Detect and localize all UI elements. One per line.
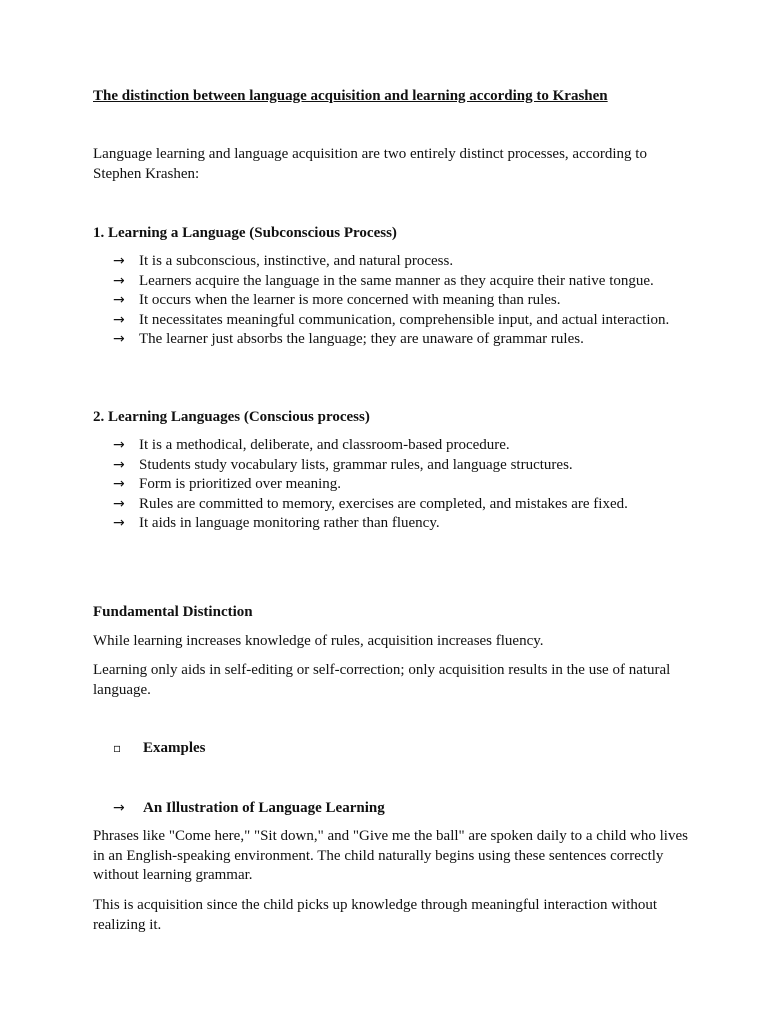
section1-heading: 1. Learning a Language (Subconscious Process) <box>93 225 397 241</box>
list-item: → Form is prioritized over meaning. <box>113 475 688 495</box>
list-item: → It necessitates meaningful communication, comprehensible input, and actual interaction. <box>113 311 688 331</box>
list-item: → Students study vocabulary lists, grammar rules, and language structures. <box>113 456 688 476</box>
list-item: → The learner just absorbs the language; they are unaware of grammar rules. <box>113 330 688 350</box>
document-title: The distinction between language acquisition and learning according to Krashen <box>93 88 608 104</box>
arrow-icon: → <box>113 292 125 308</box>
arrow-icon: → <box>113 495 125 512</box>
fundamental-paragraph-1: While learning increases knowledge of rules, acquisition increases fluency. <box>93 633 544 649</box>
section2-heading: 2. Learning Languages (Conscious process) <box>93 409 370 425</box>
fundamental-paragraph-2: Learning only aids in self-editing or self-correction; only acquisition results in the use of natural language. <box>93 662 671 698</box>
illustration-heading: → An Illustration of Language Learning <box>113 799 385 819</box>
list-item: → It occurs when the learner is more concerned with meaning than rules. <box>113 291 688 311</box>
arrow-icon: → <box>113 331 125 347</box>
arrow-icon: → <box>113 253 125 269</box>
list-item: → It is a subconscious, instinctive, and natural process. <box>113 252 688 272</box>
fundamental-heading: Fundamental Distinction <box>93 604 253 620</box>
arrow-icon: → <box>113 800 125 816</box>
section2-list <box>113 436 688 534</box>
examples-heading: ▫ Examples <box>113 739 206 759</box>
list-item: → Rules are committed to memory, exercises are completed, and mistakes are fixed. <box>113 495 688 515</box>
arrow-icon: → <box>113 272 125 289</box>
arrow-icon: → <box>113 456 125 473</box>
list-item: → It aids in language monitoring rather than fluency. <box>113 514 688 534</box>
arrow-icon: → <box>113 476 125 492</box>
list-item: → Learners acquire the language in the same manner as they acquire their native tongue. <box>113 272 688 292</box>
intro-paragraph: Language learning and language acquisition are two entirely distinct processes, according to Stephen Krashen: <box>93 146 647 182</box>
arrow-icon: → <box>113 437 125 453</box>
square-bullet-icon: ▫ <box>113 741 122 755</box>
section1-list <box>113 252 688 350</box>
arrow-icon: → <box>113 311 125 328</box>
illustration-paragraph-1: Phrases like "Come here," "Sit down," and "Give me the ball" are spoken daily to a child who lives in an English-speaking environment. The child naturally begins using these sentences correctly without learning grammar. <box>93 828 688 883</box>
illustration-paragraph-2: This is acquisition since the child picks up knowledge through meaningful interaction without realizing it. <box>93 897 658 933</box>
list-item: → It is a methodical, deliberate, and classroom-based procedure. <box>113 436 688 456</box>
arrow-icon: → <box>113 515 125 531</box>
